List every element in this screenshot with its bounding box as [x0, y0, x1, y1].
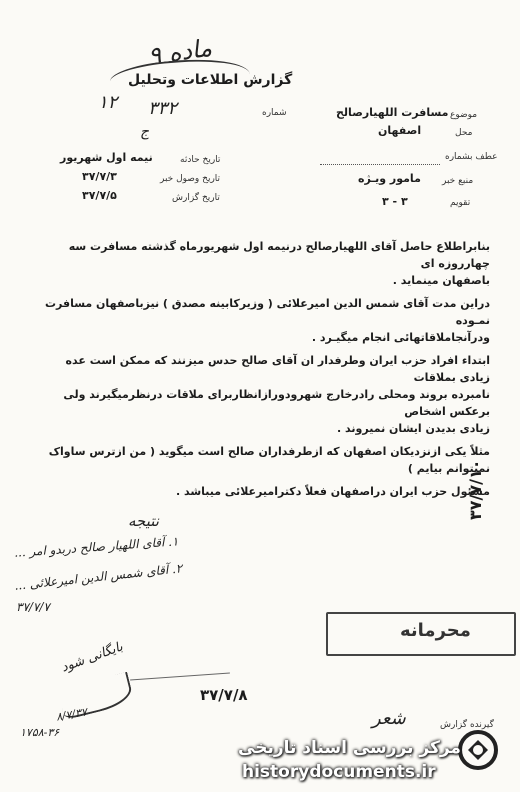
signature-label: گیرنده گزارش — [440, 720, 494, 730]
watermark-logo-icon — [456, 728, 500, 772]
body-line-3: دراین مدت آقای شمس الدین امیرعلائی ( وزیرکابینه مصدق ) نیزباصفهان مسافرت نمـوده — [44, 297, 490, 327]
watermark-url: historydocuments.ir — [242, 762, 436, 782]
subject-label: موضوع — [450, 110, 478, 120]
report-body — [44, 238, 490, 500]
handwritten-small-mark: ج — [140, 124, 150, 140]
number-label: شماره — [262, 108, 287, 118]
body-line-9: مسئول حزب ایران دراصفهان فعلاً دکترامیرعلائی میباشد . — [176, 485, 490, 498]
handwritten-left-number: ۱۲ — [98, 92, 118, 113]
bottom-date-center: ۳۷/۷/۸ — [200, 686, 248, 704]
bottom-number-left: ۸/۷/۳۷ — [55, 705, 88, 724]
receipt-date-value: ۳۷/۷/۳ — [82, 170, 117, 183]
handwritten-top-note: ماده ۹ — [146, 33, 214, 71]
event-date-label: تاریخ حادثه — [180, 155, 221, 165]
reference-line — [320, 164, 440, 165]
body-line-7: زیادی بدیدن ایشان نمیروند . — [337, 422, 490, 435]
confidential-stamp-text: محرمانه — [400, 620, 471, 641]
place-label: محل — [455, 128, 473, 138]
body-line-1: بنابراطلاع حاصل آقای اللهیارصالح درنیمه اول شهریورماه گذشته مسافرت سه چهارروزه ای — [68, 240, 490, 270]
bottom-archive-left: ۱۷۵۸-۳۶ — [20, 726, 60, 739]
receipt-date-label: تاریخ وصول خبر — [160, 174, 221, 184]
margin-note-line-2: ۲. آقای شمس الدین امیرعلائی ... — [13, 561, 183, 593]
source-value: مامور ویـژه — [358, 172, 421, 185]
report-title: گزارش اطلاعات وتحلیل — [128, 72, 293, 88]
watermark-name: مرکز بررسی اسناد تاریخی — [238, 738, 461, 758]
reference-label: عطف بشماره — [445, 152, 498, 162]
source-label: منبع خبر — [442, 176, 474, 186]
body-line-6: نامبرده بروند ومحلی رادرخارج شهرودورازانظاربرای ملاقات درنظرمیگیرند ولی برعکس اشخاص — [63, 388, 490, 418]
bottom-scribble: بایگانی شود — [59, 639, 125, 676]
margin-note-title: نتیجه — [128, 512, 159, 530]
evaluation-label: تقویم — [450, 198, 471, 208]
event-date-value: نیمه اول شهریور — [60, 151, 153, 164]
title-scribble — [109, 53, 252, 103]
body-line-8: مثلاً یکی ازنزدیکان اصفهان که ازطرفداران صالح است میگوید ( من ازترس ساواک نمیتوانم بیایم ) — [48, 445, 490, 475]
report-date-label: تاریخ گزارش — [172, 193, 220, 203]
place-value: اصفهان — [378, 124, 422, 137]
body-line-2: باصفهان مینماید . — [392, 274, 490, 287]
margin-note-line-1: ۱. آقای اللهیار صالح دربدو امر ... — [13, 534, 179, 560]
body-line-5: ابتداء افراد حزب ایران وطرفدار ان آقای صالح حدس میزنند که ممکن است عده زیادی بملاقات — [65, 354, 490, 384]
center-stamp-line — [130, 673, 230, 681]
number-value: ۳۳۲ — [148, 98, 178, 119]
margin-date: ۳۷/۷/۷ — [16, 600, 50, 614]
body-line-4: ودرآنجاملاقاتهائی انجام میگیـرد . — [311, 331, 490, 344]
report-date-value: ۳۷/۷/۵ — [82, 189, 117, 202]
side-date: ۳۷/۷/۱۰ — [466, 459, 485, 520]
signature-value: شعر — [372, 708, 406, 729]
subject-value: مسافرت اللهیارصالح — [336, 106, 449, 119]
evaluation-value: ۳ - ۳ — [382, 195, 408, 208]
